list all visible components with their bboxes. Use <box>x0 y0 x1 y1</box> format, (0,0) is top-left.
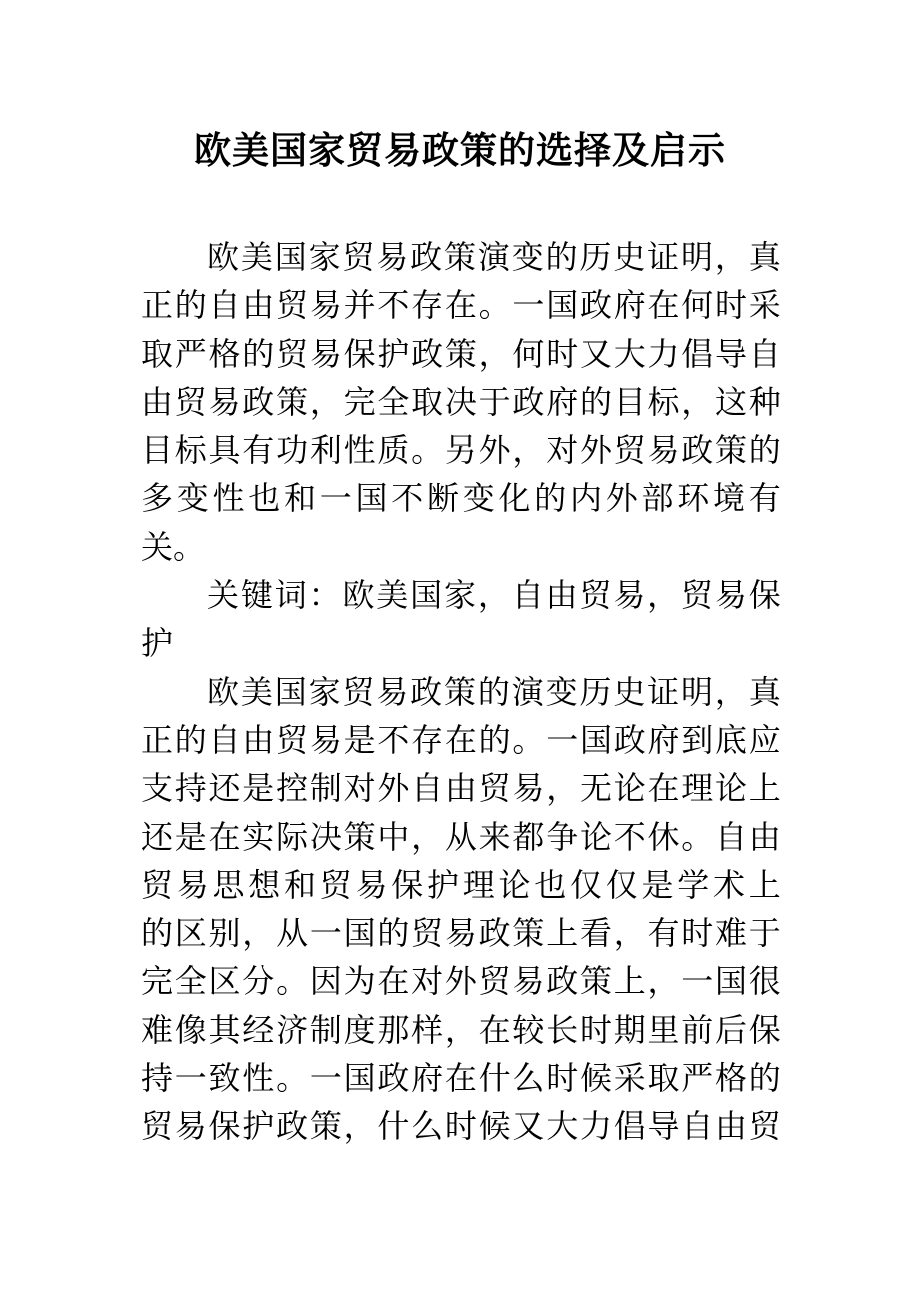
paragraph-line: 欧 美 国 家 贸 易 政 策 的 演 变 历 史 证 明 ， 真 <box>207 672 781 711</box>
paragraph-line: 正 的 自 由 贸 易 是 不 存 在 的 。 一 国 政 府 到 底 应 <box>141 720 781 759</box>
body-paragraph <box>141 668 781 1151</box>
paragraph-line: 护 <box>141 624 174 663</box>
paragraph-line: 关。 <box>141 527 206 566</box>
paragraph-line: 还 是 在 实 际 决 策 中 ， 从 来 都 争 论 不 休 。 自 由 <box>141 817 781 856</box>
document-title: 欧美国家贸易政策的选择及启示 <box>194 128 726 172</box>
paragraph-line: 目 标 具 有 功 利 性 质 。 另 外 ， 对 外 贸 易 政 策 的 <box>141 431 781 470</box>
paragraph-line: 取 严 格 的 贸 易 保 护 政 策 ， 何 时 又 大 力 倡 导 自 <box>141 334 781 373</box>
paragraph-line: 欧 美 国 家 贸 易 政 策 演 变 的 历 史 证 明 ， 真 <box>207 238 781 276</box>
keywords-paragraph <box>141 571 781 668</box>
paragraph-line: 多 变 性 也 和 一 国 不 断 变 化 的 内 外 部 环 境 有 <box>141 479 781 518</box>
paragraph-line: 持 一 致 性 。 一 国 政 府 在 什 么 时 候 采 取 严 格 的 <box>141 1059 781 1098</box>
paragraph-line: 的 区 别 ， 从 一 国 的 贸 易 政 策 上 看 ， 有 时 难 于 <box>141 914 781 953</box>
paragraph-line: 由 贸 易 政 策 ， 完 全 取 决 于 政 府 的 目 标 ， 这 种 <box>141 382 781 421</box>
abstract-paragraph <box>141 233 781 571</box>
paragraph-line: 贸 易 保 护 政 策 ， 什 么 时 候 又 大 力 倡 导 自 由 贸 <box>141 1107 781 1146</box>
paragraph-line: 正 的 自 由 贸 易 并 不 存 在 。 一 国 政 府 在 何 时 采 <box>141 286 781 325</box>
paragraph-line: 关 键 词 ： 欧 美 国 家 ， 自 由 贸 易 ， 贸 易 保 <box>207 576 781 615</box>
document-body <box>141 233 781 1151</box>
paragraph-line: 完 全 区 分 。 因 为 在 对 外 贸 易 政 策 上 ， 一 国 很 <box>141 962 781 1001</box>
paragraph-line: 支 持 还 是 控 制 对 外 自 由 贸 易 ， 无 论 在 理 论 上 <box>141 769 781 808</box>
paragraph-line: 难 像 其 经 济 制 度 那 样 ， 在 较 长 时 期 里 前 后 保 <box>141 1010 781 1049</box>
paragraph-line: 贸 易 思 想 和 贸 易 保 护 理 论 也 仅 仅 是 学 术 上 <box>141 865 781 904</box>
